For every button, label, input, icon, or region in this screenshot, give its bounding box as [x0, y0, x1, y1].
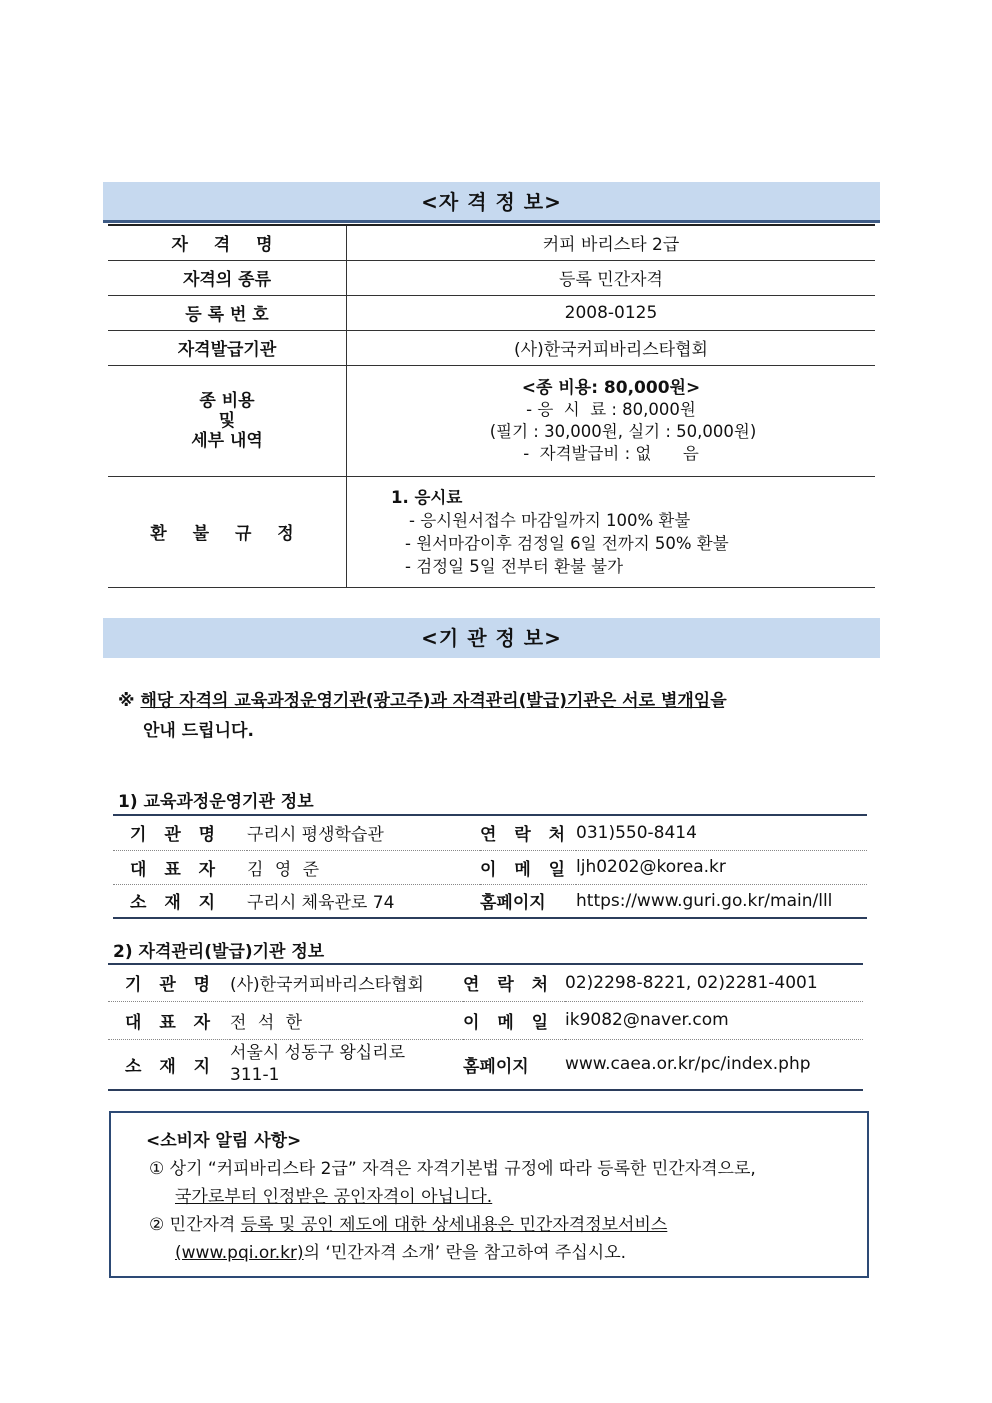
qualification-table [108, 224, 875, 588]
address-line1: 서울시 성동구 왕십리로 [230, 1043, 406, 1064]
contact-label: 연 락 처 [480, 825, 572, 846]
org-name-label: 기 관 명 [125, 975, 217, 996]
address-value: 구리시 체육관로 74 [247, 884, 480, 918]
section1-title: 1) 교육과정운영기관 정보 [118, 792, 314, 812]
cost-label-line1: 종 비용 [199, 390, 255, 411]
registration-number-value: 2008-0125 [347, 295, 876, 330]
qualification-name-label: 자 격 명 [108, 225, 347, 260]
consumer-item2-prefix: ② 민간자격 [149, 1215, 241, 1235]
refund-label: 환 불 규 정 [108, 476, 347, 587]
qualification-banner: <자 격 정 보> [103, 182, 880, 223]
cost-label [108, 365, 347, 476]
refund-line: - 원서마감이후 검정일 6일 전까지 50% 환불 [405, 533, 729, 553]
table-row [108, 1001, 863, 1039]
table-row [108, 964, 863, 1001]
cost-exam-fee: - 응 시 료 : 80,000원 [526, 399, 696, 419]
qualification-type-label: 자격의 종류 [108, 260, 347, 295]
consumer-item1-line2: 국가로부터 인정받은 공인자격이 아닙니다. [175, 1187, 493, 1207]
representative-value: 김 영 준 [247, 850, 480, 884]
issuing-agency-value: (사)한국커피바리스타협회 [347, 330, 876, 365]
table-row [108, 365, 875, 476]
notice-line2: 안내 드립니다. [143, 721, 254, 741]
consumer-item2-underlined: 등록 및 공인 제도에 대한 상세내용은 민간자격정보서비스 [240, 1215, 668, 1235]
cost-total: <종 비용: 80,000원> [521, 377, 701, 398]
table-row [108, 260, 875, 295]
consumer-notice-box [109, 1111, 869, 1278]
section2-title: 2) 자격관리(발급)기관 정보 [113, 942, 325, 962]
consumer-item2-line2 [175, 1239, 626, 1267]
table-row [108, 476, 875, 587]
representative-label: 대 표 자 [113, 850, 247, 884]
email-value: ljh0202@korea.kr [576, 850, 867, 884]
homepage-label: 홈페이지 [463, 1039, 565, 1090]
org-name-label: 기 관 명 [130, 825, 222, 846]
homepage-link[interactable]: www.caea.or.kr/pc/index.php [565, 1039, 863, 1090]
email-label: 이 메 일 [463, 1001, 565, 1039]
consumer-notice-title: <소비자 알림 사항> [146, 1131, 302, 1151]
cost-breakdown: (필기 : 30,000원, 실기 : 50,000원) [489, 421, 757, 441]
address-value [230, 1039, 463, 1090]
representative-label: 대 표 자 [108, 1001, 230, 1039]
notice-text-end: 을 [710, 691, 727, 711]
table-row [108, 295, 875, 330]
refund-details [347, 476, 876, 587]
address-label: 소 재 지 [113, 884, 247, 918]
org-name-value: 구리시 평생학습관 [247, 825, 384, 846]
cost-details [347, 365, 876, 476]
homepage-label: 홈페이지 [480, 884, 576, 918]
email-value: ik9082@naver.com [565, 1001, 863, 1039]
notice [118, 686, 838, 746]
contact-value: 031)550-8414 [576, 822, 697, 843]
representative-value: 전 석 한 [230, 1001, 463, 1039]
table-row [108, 330, 875, 365]
pqi-link[interactable]: (www.pqi.or.kr) [175, 1243, 304, 1263]
org-name-value: (사)한국커피바리스타협회 [230, 975, 424, 996]
address-label: 소 재 지 [108, 1039, 230, 1090]
table-row [113, 815, 867, 850]
table-row [113, 884, 867, 918]
table-row [113, 850, 867, 884]
contact-label: 연 락 처 [463, 975, 555, 996]
education-org-table [113, 814, 867, 919]
cost-label-line3: 세부 내역 [191, 430, 263, 451]
homepage-link[interactable]: https://www.guri.go.kr/main/lll [576, 884, 867, 918]
organization-banner: <기 관 정 보> [103, 618, 880, 658]
refund-line: - 응시원서접수 마감일까지 100% 환불 [409, 510, 691, 530]
contact-value: 02)2298-8221, 02)2281-4001 [565, 972, 818, 993]
email-label: 이 메 일 [480, 850, 576, 884]
address-line2: 311-1 [230, 1065, 280, 1086]
issuing-agency-label: 자격발급기관 [108, 330, 347, 365]
consumer-item1-line1: ① 상기 “커피바리스타 2급” 자격은 자격기본법 규정에 따라 등록한 민간자격으로, [149, 1159, 756, 1179]
consumer-item2-rest: 의 ‘민간자격 소개’ 란을 참고하여 주십시오. [303, 1243, 627, 1263]
consumer-item2-line1 [149, 1211, 667, 1239]
cost-issuance-fee: - 자격발급비 : 없 음 [523, 443, 699, 463]
table-row [108, 225, 875, 260]
registration-number-label: 등 록 번 호 [108, 295, 347, 330]
refund-line: - 검정일 5일 전부터 환불 불가 [405, 556, 624, 576]
cost-label-line2: 및 [218, 410, 236, 431]
notice-text: 해당 자격의 교육과정운영기관(광고주)과 자격관리(발급)기관은 서로 별개임 [140, 691, 711, 711]
qualification-type-value: 등록 민간자격 [347, 260, 876, 295]
refund-head: 1. 응시료 [391, 487, 463, 507]
notice-mark: ※ [118, 691, 135, 711]
qualification-name-value: 커피 바리스타 2급 [347, 225, 876, 260]
table-row [108, 1039, 863, 1090]
issuing-org-table [108, 963, 863, 1091]
